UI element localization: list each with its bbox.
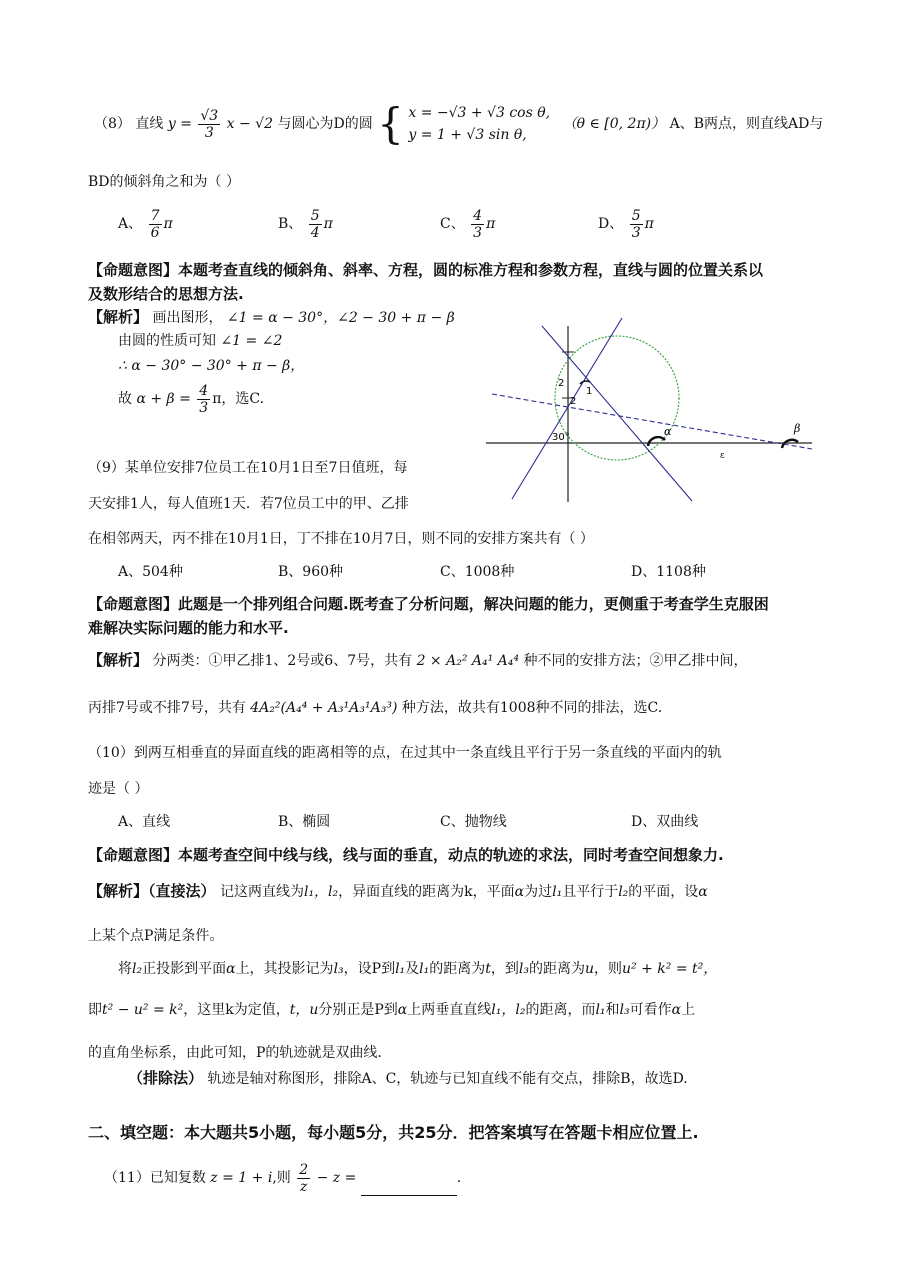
q8-intent-line1: 【命题意图】本题考查直线的倾斜角、斜率、方程，圆的标准方程和参数方程，直线与圆的位置关系以 [88,261,764,279]
figure-label-2: 2 [558,378,565,389]
q8-option-c-den: 3 [473,224,483,241]
q8-option-b-pi: π [323,216,333,232]
figure-line-ab [492,394,812,449]
q9-solution-label: 【解析】 [88,651,149,669]
q8-option-d-pi: π [644,216,654,232]
q10-s4m3: α [397,1002,408,1018]
q10-line1: （10）到两互相垂直的异面直线的距离相等的点，在过其中一条直线且平行于另一条直线的平面内的轨 [88,745,722,761]
q9-option-a: A、504种 [118,564,183,580]
q8-option-a-num: 7 [150,207,160,224]
q10-s3m2: α [226,961,236,977]
q8-solution-text4: 故 [118,391,132,407]
q10-solution-line2: 上某个点P满足条件。 [88,928,224,944]
q8-option-c-label: C、 [440,216,465,232]
q10-option-c: C、抛物线 [440,814,507,830]
q10-s4a: 即 [88,1002,102,1018]
q8-option-b-label: B、 [278,216,303,232]
q10-s3f: 的距离为 [429,961,486,977]
q10-solution-label: 【解析】（直接法） [88,882,216,900]
q10-s4e: 的距离，而 [525,1002,596,1018]
figure-angle-beta-arc [782,440,798,448]
q10-solution-line4 [88,1000,695,1020]
q8-solution-frac-num: 4 [199,382,209,399]
q10-solution-line3 [118,959,717,979]
q10-s3i: ，则 [594,961,623,977]
q8-option-b-frac [309,208,322,241]
q8-solution-end: π，选C. [212,391,265,407]
q10-s3g: ，到 [490,961,519,977]
q8-option-a [118,207,173,241]
q8-option-d-den: 3 [631,224,641,241]
q8-eq-frac-den: 3 [204,124,214,141]
q9-option-d: D、1108种 [631,564,706,580]
q8-solution-text1: 画出图形， [152,310,223,326]
q11-math1: z = 1 + i [210,1170,273,1186]
q10-s3m1: l₂ [132,961,143,977]
q8-solution-line2 [118,331,282,351]
figure-angle-alpha-arc [648,437,665,446]
q9-solution-math2: 4A₂²(A₄⁴ + A₃¹A₃¹A₃³) [250,700,398,716]
section-2-title: 二、填空题：本大题共5小题，每小题5分，共25分．把答案填写在答题卡相应位置上. [88,1123,699,1142]
q8-solution-frac [197,383,210,416]
q11-frac-num: 2 [299,1161,309,1178]
q10-s3m5: l₁ [419,961,430,977]
q9-solution-text1b: 种不同的安排方法；②甲乙排中间， [523,653,748,669]
figure-label-beta: β [794,422,801,435]
q10-s3m9: u² + k² = t²， [622,961,718,977]
q10-s1m4: l₂ [618,884,629,900]
q10-s3m4: l₁ [395,961,406,977]
q9-line3: 在相邻两天，丙不排在10月1日，丁不排在10月7日，则不同的安排方案共有（ ） [88,531,594,547]
q10-s3m8: u [585,961,595,977]
q10-s3c: 上，其投影记为 [235,961,334,977]
q8-range: （θ ∈ [0, 2π)） [562,116,666,132]
q8-option-c-pi: π [486,216,496,232]
q8-text-3: A、B两点，则直线AD与 [669,116,824,132]
q10-s1m1: l₁，l₂ [303,884,339,900]
q8-option-c [440,207,495,241]
q8-system [408,102,550,146]
q8-number: （8） [94,116,131,132]
q10-s6: 轨迹是轴对称图形，排除A、C，轨迹与已知直线不能有交点，排除B，故选D. [207,1071,688,1087]
q10-s3m3: l₃ [333,961,344,977]
geometry-figure [482,306,822,506]
figure-line-ad [512,318,622,499]
q8-option-a-pi: π [163,216,173,232]
q8-solution-line4 [118,381,264,417]
q10-s1c: 为过 [524,884,553,900]
q8-solution-math2: ∠1 = ∠2 [220,333,283,349]
figure-angle-1-arc [580,381,590,384]
q10-s1d: 且平行于 [562,884,619,900]
q8-line1 [94,99,824,148]
q8-text-1: 直线 [135,116,164,132]
q10-intent: 【命题意图】本题考查空间中线与线，线与面的垂直，动点的轨迹的求法，同时考查空间想象力. [88,846,724,864]
figure-label-e: ε [720,451,725,461]
q8-option-d-num: 5 [631,207,641,224]
q11-text-b: ,则 [272,1170,291,1186]
q10-s1m2: α [514,884,525,900]
q11-end: . [456,1170,462,1186]
q10-s4m1: t² − u² = k² [102,1002,184,1018]
q8-option-a-den: 6 [150,224,160,241]
q8-eq-frac [198,108,220,141]
q10-s1a: 记这两直线为 [219,884,304,900]
q10-option-b: B、椭圆 [278,814,331,830]
q10-s4m6: l₃ [619,1002,630,1018]
q9-intent-line1: 【命题意图】此题是一个排列组合问题.既考查了分析问题，解决问题的能力，更侧重于考查学生克服困 [88,595,769,613]
figure-label-2b: 2 [570,396,577,407]
q10-s3d: ，设P到 [343,961,396,977]
q8-option-a-frac [149,208,162,241]
q8-eq-rest: x − √2 [226,116,274,132]
q9-line2: 天安排1人，每人值班1天．若7位员工中的甲、乙排 [88,496,409,512]
q9-solution-line2 [88,698,662,718]
q10-option-d: D、双曲线 [631,814,699,830]
q8-solution-label: 【解析】 [88,308,149,326]
q8-solution-frac-den: 3 [199,399,209,416]
q10-solution-line6 [128,1068,688,1089]
q8-system-line2: y = 1 + √3 sin θ, [408,127,527,143]
q10-s3b: 正投影到平面 [142,961,227,977]
figure-label-alpha: α [664,425,672,438]
q10-s1e: 的平面，设 [628,884,699,900]
q9-intent-line2: 难解决实际问题的能力和水平. [88,619,289,637]
q9-solution-line1 [88,650,747,671]
q10-s1b: ，异面直线的距离为k，平面 [338,884,515,900]
q10-s4h: 上 [681,1002,696,1018]
q10-option-a: A、直线 [118,814,171,830]
q8-option-c-frac [471,208,484,241]
q9-option-c: C、1008种 [440,564,515,580]
q8-option-c-num: 4 [473,207,483,224]
figure-label-30: 30° [552,432,570,443]
q8-option-d-frac [630,208,643,241]
q9-solution-text1a: 分两类：①甲乙排1、2号或6、7号，共有 [152,653,413,669]
q11-answer-blank [361,1195,457,1196]
q9-solution-math1: 2 × A₂² A₄¹ A₄⁴ [416,653,520,669]
q10-s3m7: l₃ [518,961,529,977]
figure-label-1: 1 [586,386,593,397]
q8-system-line1: x = −√3 + √3 cos θ, [408,105,551,121]
q10-s1m3: l₁ [552,884,563,900]
q8-option-a-label: A、 [118,216,143,232]
q8-intent-line2: 及数形结合的思想方法. [88,285,244,303]
q11-math2: − z = [316,1170,357,1186]
q9-line1: （9）某单位安排7位员工在10月1日至7日值班，每 [88,460,408,476]
q8-solution-math4: α + β = [136,391,191,407]
q10-s4d: 上两垂直直线 [407,1002,492,1018]
q11-frac [297,1162,310,1195]
q8-solution-line1 [88,307,455,328]
q10-s4m5: l₁ [595,1002,606,1018]
q10-solution-line5: 的直角坐标系，由此可知，P的轨迹就是双曲线. [88,1045,382,1061]
q10-s4m4: l₁，l₂ [491,1002,526,1018]
q11-line [104,1160,461,1196]
q10-s1m5: α [698,884,708,900]
q8-system-brace: { [377,99,404,148]
q9-option-b: B、960种 [278,564,344,580]
q8-option-d [598,207,654,241]
q9-solution-text2b: 种方法，故共有1008种不同的排法，选C. [401,700,663,716]
q10-s4m2: t，u [289,1002,319,1018]
q8-line2: BD的倾斜角之和为（ ） [88,174,240,190]
q10-s4b: ，这里k为定值， [183,1002,290,1018]
q10-s4g: 可看作 [629,1002,672,1018]
q10-line2: 迹是（ ） [88,781,149,797]
q8-option-b-num: 5 [310,207,320,224]
q8-text-2: 与圆心为D的圆 [277,116,373,132]
q8-solution-text2: 由圆的性质可知 [118,333,216,349]
q10-s3m6: t [485,961,491,977]
q10-s4f: 和 [605,1002,620,1018]
q10-s3e: 及 [405,961,420,977]
q8-option-d-label: D、 [598,216,624,232]
q11-frac-den: z [299,1178,308,1195]
q10-s3a: 将 [118,961,132,977]
q10-s3h: 的距离为 [529,961,585,977]
q10-s4m7: α [671,1002,682,1018]
q10-solution-line1 [88,881,708,902]
q8-solution-line3: ∴ α − 30° − 30° + π − β， [118,358,305,374]
q11-text-a: （11）已知复数 [104,1170,206,1186]
q10-s6-label: （排除法） [128,1069,204,1087]
q8-option-b-den: 4 [310,224,320,241]
q10-s4c: 分别正是P到 [318,1002,398,1018]
q8-eq-frac-num: √3 [200,107,219,124]
q8-eq-y: y = [167,116,192,132]
q8-solution-math1: ∠1 = α − 30°，∠2 − 30 + π − β [226,310,455,326]
q9-solution-text2a: 丙排7号或不排7号，共有 [88,700,246,716]
q8-option-b [278,207,333,241]
